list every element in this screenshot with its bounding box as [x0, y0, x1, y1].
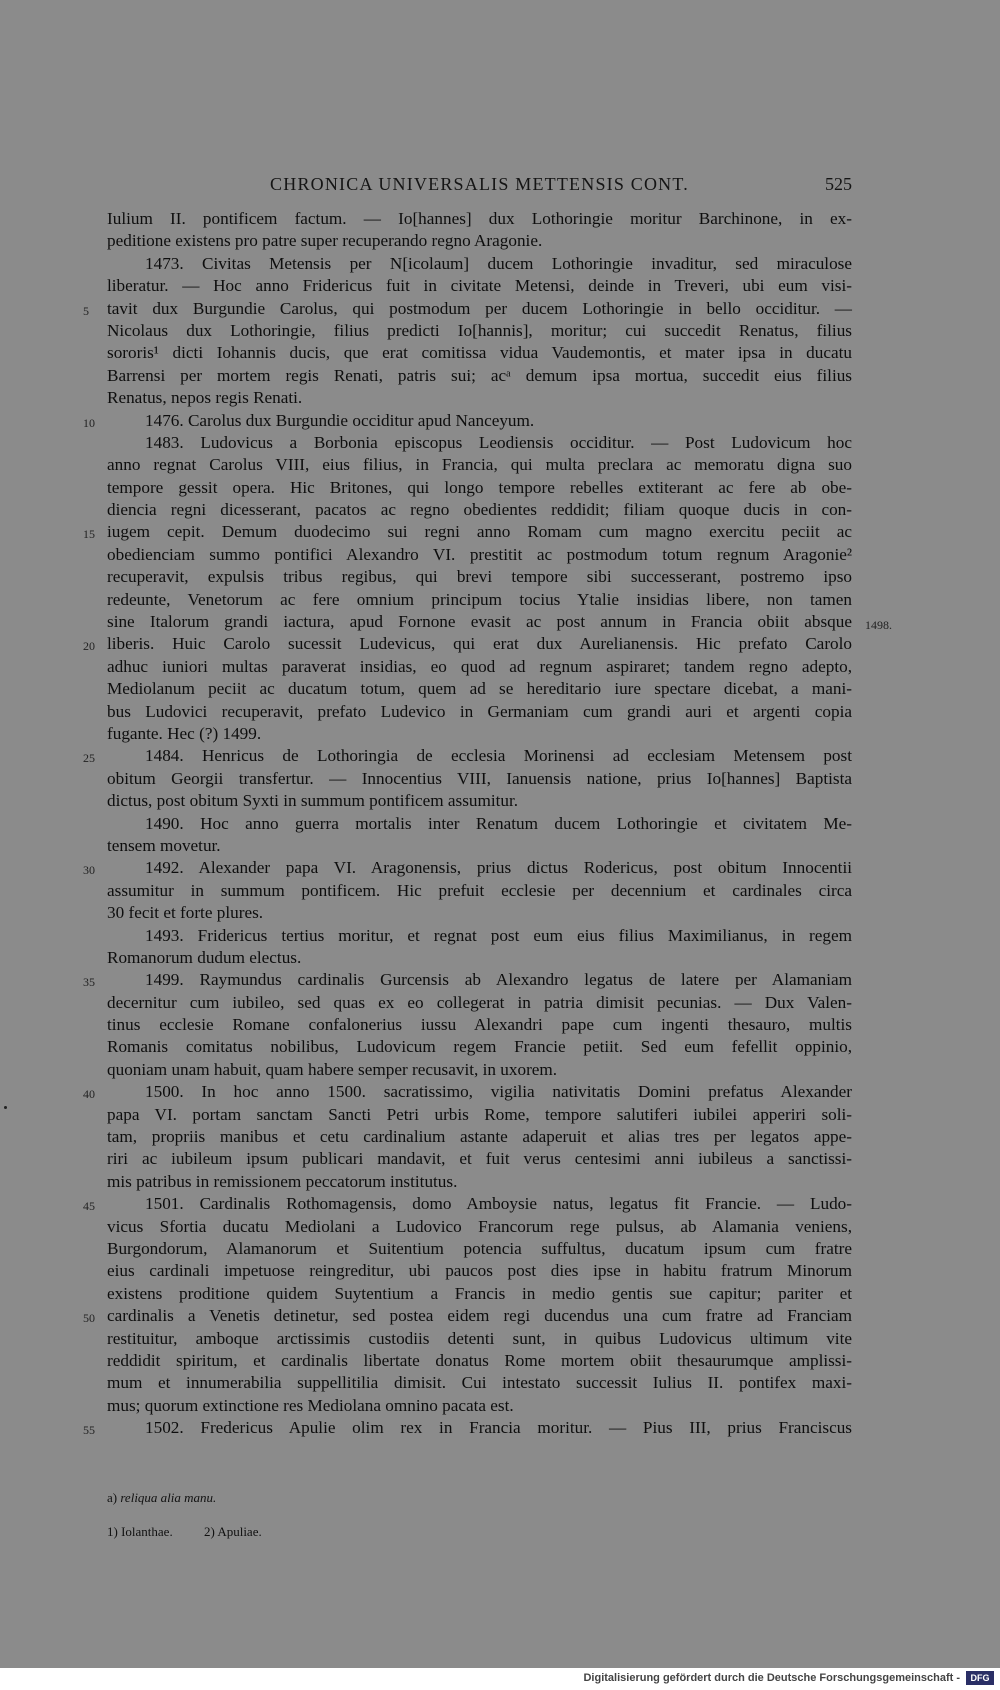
text-line — [83, 633, 852, 655]
main-text-block — [83, 208, 892, 1439]
text-line — [107, 992, 852, 1014]
line-text: Iulium II. pontificem factum. — Io[hannes] dux Lothoringie moritur Barchinone, in ex- — [107, 209, 852, 228]
text-line — [107, 723, 852, 745]
line-number: 50 — [83, 1311, 95, 1326]
text-line — [107, 589, 852, 611]
line-text: Burgondorum, Alamanorum et Suitentium potencia suffultus, ducatum ipsum cum fratre — [107, 1238, 852, 1258]
line-text: 1492. Alexander papa VI. Aragonensis, prius dictus Rodericus, post obitum Innocentii — [145, 858, 852, 878]
line-number: 45 — [83, 1199, 95, 1214]
line-text: liberis. Huic Carolo sucessit Ludevicus, qui erat dux Aurelianensis. Hic prefato Carolo — [107, 634, 852, 654]
footnotes — [107, 1490, 852, 1540]
text-line — [107, 253, 852, 275]
text-line — [83, 410, 852, 432]
line-text: fugante. Hec (?) 1499. — [107, 723, 262, 743]
text-line — [83, 1417, 852, 1439]
text-line — [83, 857, 852, 879]
text-line — [107, 1126, 852, 1148]
line-text: anno regnat Carolus VIII, eius filius, in Francia, qui multa preclara ac memoratu digna suo — [107, 455, 852, 475]
line-number: 10 — [83, 415, 95, 430]
text-line — [107, 1014, 852, 1036]
line-text: liberatur. — Hoc anno Fridericus fuit in civitate Metensi, deinde in Treveri, ubi eum visi- — [107, 276, 852, 296]
text-line — [83, 1081, 852, 1103]
line-text: obedienciam summo pontifici Alexandro VI. prestitit ac postmodum totum regnum Aragonie² — [107, 544, 852, 564]
line-text: vicus Sfortia ducatu Mediolani a Ludovico Francorum rege pulsus, ab Alamania veniens, — [107, 1216, 852, 1236]
line-text: decernitur cum iubileo, sed quas ex eo collegerat in patria dimisit pecunias. — Dux Valen- — [107, 992, 852, 1012]
text-line — [107, 566, 852, 588]
text-line — [107, 880, 852, 902]
line-text: 1502. Fredericus Apulie olim rex in Francia moritur. — Pius III, prius Franciscus — [145, 1418, 852, 1438]
line-text: Romanorum dudum electus. — [107, 947, 302, 967]
text-line — [83, 1193, 852, 1215]
line-text: Mediolanum peciit ac ducatum totum, quem ad se hereditario iure spectare dicebat, a mani- — [107, 679, 852, 699]
text-line — [107, 947, 852, 969]
line-text: dictus, post obitum Syxti in summum pontificem assumitur. — [107, 791, 519, 811]
footnote-a-text: reliqua alia manu. — [120, 1490, 217, 1505]
line-text: 1483. Ludovicus a Borbonia episcopus Leodiensis occiditur. — Post Ludovicum hoc — [145, 432, 852, 452]
footnote-2: 2) Apuliae. — [203, 1524, 262, 1539]
text-line — [107, 1260, 852, 1282]
line-number: 55 — [83, 1423, 95, 1438]
text-line — [107, 1395, 852, 1417]
text-line — [83, 1305, 852, 1327]
text-line — [107, 902, 852, 924]
text-line — [107, 320, 852, 342]
line-text: obitum Georgii transfertur. — Innocentius VIII, Ianuensis natione, prius Io[hannes] Baptista — [107, 768, 852, 788]
line-text: peditione existens pro patre super recuperando regno Aragonie. — [107, 231, 543, 251]
line-text: mis patribus in remissionem peccatorum institutus. — [107, 1171, 458, 1191]
line-text: 1490. Hoc anno guerra mortalis inter Renatum ducem Lothoringie et civitatem Me- — [145, 813, 852, 833]
text-line — [107, 1328, 852, 1350]
text-line — [107, 1216, 852, 1238]
text-line — [107, 1059, 852, 1081]
line-text: 1501. Cardinalis Rothomagensis, domo Amboysie natus, legatus fit Francie. — Ludo- — [145, 1194, 852, 1214]
footnote-a — [107, 1490, 852, 1506]
text-line — [107, 1372, 852, 1394]
text-line — [107, 1104, 852, 1126]
text-line — [107, 1238, 852, 1260]
line-text: cardinalis a Venetis detinetur, sed postea eidem regi ducendus una cum fratre ad Franciam — [107, 1306, 852, 1326]
line-text: tinus ecclesie Romane confalonerius iussu Alexandri pape cum ingenti thesauro, multis — [107, 1015, 852, 1035]
text-line — [107, 1350, 852, 1372]
line-text: sororis¹ dicti Iohannis ducis, que erat comitissa vidua Vaudemontis, et mater ipsa in ducatu — [107, 343, 852, 363]
line-text: mum et innumerabilia suppellitilia dimisit. Cui intestato successit Iulius II. pontifex maxi- — [107, 1373, 852, 1393]
text-line — [107, 678, 852, 700]
line-text: diencia regni dicesserant, pacatos ac regno obedientes reddidit; filiam quoque ducis in con- — [107, 500, 852, 520]
footnote-1: 1) Iolanthae. — [107, 1524, 173, 1539]
digitization-footer — [0, 1668, 1000, 1690]
running-title: CHRONICA UNIVERSALIS METTENSIS CONT. — [270, 174, 689, 194]
line-text: mus; quorum extinctione res Mediolana omnino pacata est. — [107, 1395, 514, 1415]
line-text: Renatus, nepos regis Renati. — [107, 388, 303, 408]
text-line — [107, 1171, 852, 1193]
text-line — [107, 1283, 852, 1305]
line-text: Nicolaus dux Lothoringie, filius predicti Io[hannis], moritur; cui succedit Renatus, filius — [107, 320, 852, 340]
text-line — [83, 521, 852, 543]
dfg-logo-icon: DFG — [966, 1671, 994, 1685]
text-line — [107, 499, 852, 521]
line-text: tavit dux Burgundie Carolus, qui postmodum per ducem Lothoringie in bello occiditur. — — [107, 298, 852, 318]
line-text: quoniam unam habuit, quam habere semper recusavit, in uxorem. — [107, 1059, 558, 1079]
text-line — [107, 454, 852, 476]
page-number: 525 — [825, 174, 852, 194]
line-text: riri ac iubileum ipsum publicari mandavit, et fuit verus centesimi anni iubileus a sanctissi- — [107, 1149, 852, 1169]
text-line — [107, 835, 852, 857]
line-number: 5 — [83, 303, 89, 318]
line-text: 1476. Carolus dux Burgundie occiditur apud Nanceyum. — [145, 410, 535, 430]
line-text: bus Ludovici recuperavit, prefato Ludevico in Germaniam cum grandi auri et argenti copia — [107, 701, 852, 721]
text-line — [107, 768, 852, 790]
line-text: restituitur, amboque arctissimis custodiis detenti sunt, in quibus Ludovicus ultimum vite — [107, 1328, 852, 1348]
text-line — [107, 1036, 852, 1058]
line-text: 1484. Henricus de Lothoringia de ecclesia Morinensi ad ecclesiam Metensem post — [145, 746, 852, 766]
line-text: 30 fecit et forte plures. — [107, 903, 264, 923]
line-number: 35 — [83, 975, 95, 990]
text-line — [107, 813, 852, 835]
scan-speck — [4, 1106, 7, 1109]
text-line — [107, 230, 852, 252]
line-text: tempore gessit opera. Hic Britones, qui longo tempore rebelles extiterant ac fere ab obe- — [107, 477, 852, 497]
line-text: 1473. Civitas Metensis per N[icolaum] ducem Lothoringie invaditur, sed miraculose — [145, 253, 852, 273]
funding-notice: Digitalisierung gefördert durch die Deutsche Forschungsgemeinschaft - — [583, 1672, 960, 1684]
line-text: Romanis comitatus nobilibus, Ludovicum regem Francie petiit. Sed eum fefellit oppinio, — [107, 1037, 852, 1057]
line-text: iugem cepit. Demum duodecimo sui regni anno Romam cum magno exercitu peciit ac — [107, 522, 852, 542]
text-line — [83, 745, 852, 767]
line-text: eius cardinali impetuose reingreditur, ubi paucos post dies ipse in habitu fratrum Minorum — [107, 1261, 852, 1281]
line-number: 40 — [83, 1087, 95, 1102]
margin-date: 1498. — [865, 618, 892, 633]
text-line — [107, 387, 852, 409]
line-text: tam, propriis manibus et cetu cardinalium astante adaperuit et alias tres per legatos appe- — [107, 1127, 852, 1147]
line-text: adhuc iuniori multas paraverat insidias, eo quod ad regnum aspiraret; tandem regno adepto, — [107, 656, 852, 676]
text-line — [107, 477, 852, 499]
text-line — [107, 208, 852, 230]
text-line — [107, 656, 852, 678]
line-number: 20 — [83, 639, 95, 654]
line-text: Barrensi per mortem regis Renati, patris sui; acᵃ demum ipsa mortua, succedit eius filius — [107, 365, 852, 385]
line-text: 1499. Raymundus cardinalis Gurcensis ab Alexandro legatus de latere per Alamaniam — [145, 970, 852, 990]
line-text: reddidit spiritum, et cardinalis libertate donatus Rome mortem obiit thesaurumque amplissi- — [107, 1350, 852, 1370]
text-line — [83, 969, 852, 991]
line-text: sine Italorum grandi iactura, apud Fornone evasit ac post annum in Francia obiit absque — [107, 612, 852, 632]
line-number: 15 — [83, 527, 95, 542]
numbered-footnotes — [107, 1524, 852, 1540]
text-line — [107, 342, 852, 364]
line-text: recuperavit, expulsis tribus regibus, qui brevi tempore sibi successerant, postremo ipso — [107, 567, 852, 587]
line-text: 1500. In hoc anno 1500. sacratissimo, vigilia nativitatis Domini prefatus Alexander — [145, 1082, 852, 1102]
line-text: tensem movetur. — [107, 835, 221, 855]
text-line — [107, 925, 852, 947]
text-line — [107, 790, 852, 812]
text-line — [107, 365, 852, 387]
text-line — [83, 298, 852, 320]
footnote-a-sigla: a) — [107, 1490, 118, 1505]
line-text: papa VI. portam sanctam Sancti Petri urbis Rome, tempore salutiferi iubilei apperiri soli- — [107, 1104, 852, 1124]
line-text: assumitur in summum pontificem. Hic prefuit ecclesie per decennium et cardinales circa — [107, 880, 852, 900]
text-line — [107, 544, 852, 566]
line-number: 30 — [83, 863, 95, 878]
line-text: existens proditione quidem Suytentium a Francis in medio gentis sue capitur; pariter et — [107, 1283, 852, 1303]
line-text: 1493. Fridericus tertius moritur, et regnat post eum eius filius Maximilianus, in regem — [145, 925, 852, 945]
running-header — [107, 174, 852, 198]
text-line — [107, 275, 852, 297]
line-number: 25 — [83, 751, 95, 766]
text-line — [107, 701, 852, 723]
line-text: redeunte, Venetorum ac fere omnium principum tocius Ytalie insidias libere, non tamen — [107, 589, 852, 609]
text-line — [107, 1148, 852, 1170]
text-line — [107, 611, 892, 633]
text-line — [107, 432, 852, 454]
